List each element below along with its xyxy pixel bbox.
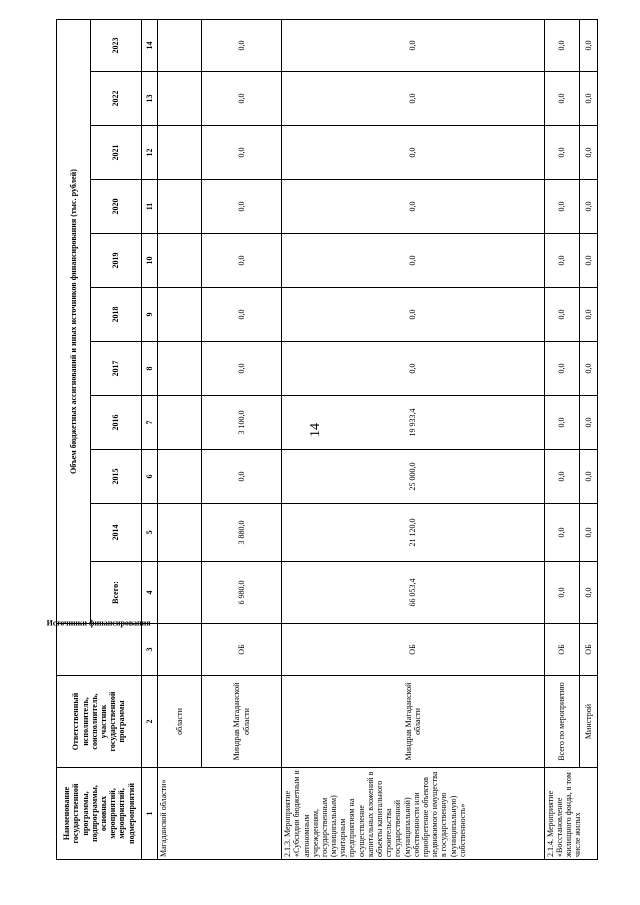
index-cell: 2: [142, 676, 158, 768]
header-year: 2014: [91, 504, 142, 562]
row-value: 0,0: [202, 180, 282, 234]
row-source: ОБ: [580, 624, 598, 676]
table-row: [580, 19, 598, 859]
row-value: 0,0: [580, 72, 598, 126]
row-source: ОБ: [202, 624, 282, 676]
financing-table: [47, 19, 598, 860]
row-source: ОБ: [544, 624, 580, 676]
row-value: 0,0: [202, 234, 282, 288]
row-value: 25 000,0: [282, 450, 544, 504]
index-cell: 13: [142, 72, 158, 126]
row-value: 0,0: [580, 19, 598, 71]
header-year: 2018: [91, 288, 142, 342]
index-cell: 5: [142, 504, 158, 562]
page-number: 14: [308, 423, 323, 437]
row-value: [157, 562, 201, 624]
index-row: [142, 19, 158, 859]
row-value: [157, 504, 201, 562]
table-row: [202, 19, 282, 859]
row-value: 0,0: [544, 19, 580, 71]
header-volume: Объем бюджетных ассигнований и иных источников финансирования (тыс. рублей): [57, 19, 91, 623]
table-row: [282, 19, 544, 859]
index-cell: 9: [142, 288, 158, 342]
header-executor: Ответственный исполнитель, соисполнитель, участник государственной программы: [57, 676, 142, 768]
row-value: [157, 126, 201, 180]
row-value: 0,0: [202, 288, 282, 342]
row-value: 66 053,4: [282, 562, 544, 624]
row-executor: Миндрав Магаданской области: [202, 676, 282, 768]
row-value: 0,0: [282, 288, 544, 342]
row-value: 0,0: [282, 234, 544, 288]
row-value: 0,0: [580, 504, 598, 562]
index-cell: 12: [142, 126, 158, 180]
table-row: [157, 19, 201, 859]
row-value: 0,0: [282, 72, 544, 126]
row-executor: Миндрав Магаданской области: [282, 676, 544, 768]
row-value: 0,0: [580, 288, 598, 342]
row-value: 21 120,0: [282, 504, 544, 562]
row-value: [157, 450, 201, 504]
row-value: 0,0: [580, 126, 598, 180]
row-value: 0,0: [282, 126, 544, 180]
header-year: 2019: [91, 234, 142, 288]
row-value: [157, 342, 201, 396]
row-value: 0,0: [544, 126, 580, 180]
row-source: [157, 624, 201, 676]
row-value: 0,0: [202, 450, 282, 504]
row-value: 19 933,4: [282, 396, 544, 450]
index-cell: 6: [142, 450, 158, 504]
header-year: 2016: [91, 396, 142, 450]
header-total: Всего:: [91, 562, 142, 624]
index-cell: 7: [142, 396, 158, 450]
row-value: 0,0: [282, 342, 544, 396]
row-value: [157, 19, 201, 71]
header-year: 2017: [91, 342, 142, 396]
index-cell: 4: [142, 562, 158, 624]
row-value: 0,0: [202, 72, 282, 126]
row-value: 0,0: [544, 72, 580, 126]
row-value: [157, 396, 201, 450]
row-value: 0,0: [544, 450, 580, 504]
row-value: 0,0: [580, 450, 598, 504]
index-cell: 14: [142, 19, 158, 71]
index-cell: 10: [142, 234, 158, 288]
header-name: Наименование государственной программы, подпрограммы, основных мероприятий, мероприятий, подмероприятий: [57, 768, 142, 860]
row-value: 0,0: [580, 396, 598, 450]
index-cell: 11: [142, 180, 158, 234]
row-value: 0,0: [544, 562, 580, 624]
row-value: 0,0: [544, 504, 580, 562]
row-value: 0,0: [544, 234, 580, 288]
row-value: 0,0: [580, 180, 598, 234]
rotated-table-container: [47, 20, 598, 860]
row-name: 2.1.4. Мероприятие «Восстановление жилищного фонда, в том числе жилых: [544, 768, 597, 860]
row-source: ОБ: [282, 624, 544, 676]
row-value: 0,0: [580, 234, 598, 288]
table-row: [544, 19, 580, 859]
index-cell: 8: [142, 342, 158, 396]
row-name: Магаданской области»: [157, 768, 282, 860]
index-cell: 1: [142, 768, 158, 860]
row-value: 0,0: [202, 126, 282, 180]
header-year: 2021: [91, 126, 142, 180]
row-value: 0,0: [202, 19, 282, 71]
row-value: 0,0: [282, 19, 544, 71]
row-executor: области: [157, 676, 201, 768]
row-value: 0,0: [544, 180, 580, 234]
row-value: 3 880,0: [202, 504, 282, 562]
row-value: [157, 234, 201, 288]
row-value: 0,0: [544, 342, 580, 396]
row-name: 2.1.3. Мероприятие «Субсидии бюджетным и автономным учреждениям, государственным (муниципальным) унитарным предприятиям на осуществление капитальных вложений в объекты капитального строительства государственной (муниципальной) собственности или приобретение объектов недвижимого имущества в государственную (муниципальную) собственность»: [282, 768, 544, 860]
header-year: 2015: [91, 450, 142, 504]
row-value: 0,0: [544, 396, 580, 450]
index-cell: 3: [142, 624, 158, 676]
header-year: 2022: [91, 72, 142, 126]
header-year: 2023: [91, 19, 142, 71]
row-value: 0,0: [580, 342, 598, 396]
row-value: 6 980,0: [202, 562, 282, 624]
row-value: 3 100,0: [202, 396, 282, 450]
row-value: [157, 180, 201, 234]
header-year: 2020: [91, 180, 142, 234]
row-value: 0,0: [580, 562, 598, 624]
row-value: 0,0: [202, 342, 282, 396]
row-value: [157, 72, 201, 126]
row-value: 0,0: [544, 288, 580, 342]
row-executor: Минстрой: [580, 676, 598, 768]
row-value: [157, 288, 201, 342]
row-value: 0,0: [282, 180, 544, 234]
header-source: Источники финансирования: [57, 624, 142, 676]
row-executor: Всего по мероприятию: [544, 676, 580, 768]
